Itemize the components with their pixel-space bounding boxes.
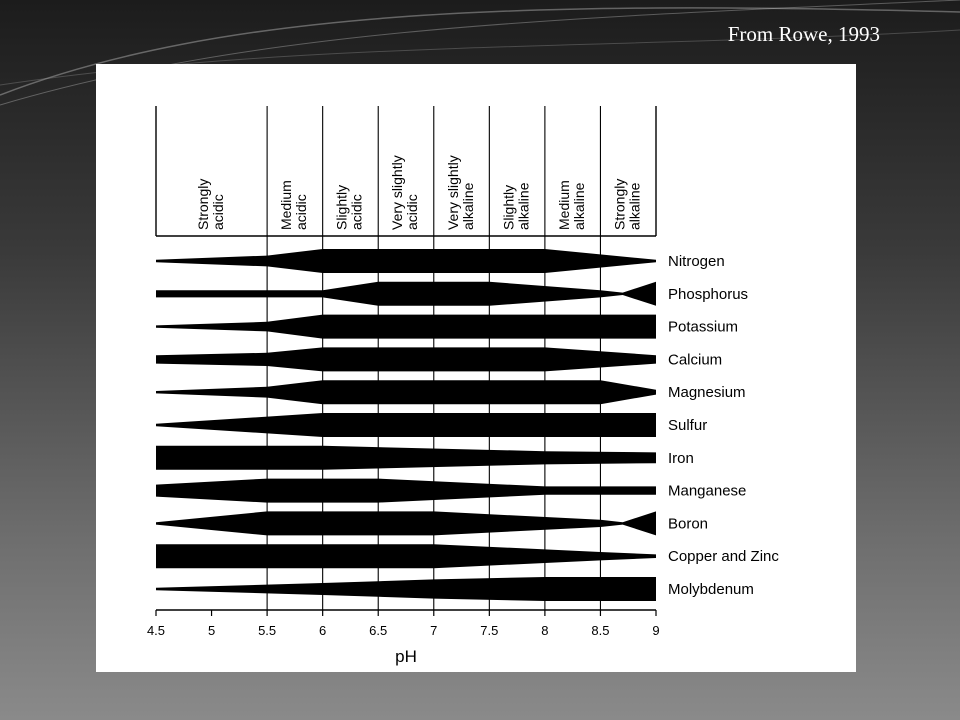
nutrient-label-molybdenum: Molybdenum bbox=[668, 581, 754, 598]
range-label-medium-alkaline-line-1: Medium bbox=[555, 180, 572, 230]
nutrient-label-magnesium: Magnesium bbox=[668, 384, 746, 402]
band-manganese bbox=[156, 479, 656, 503]
range-label-medium-acidic-line-2: acidic bbox=[293, 194, 310, 230]
range-label-very-slightly-acidic-line-2: acidic bbox=[404, 194, 421, 230]
range-label-strongly-acidic-line-1: Strongly bbox=[194, 178, 211, 230]
range-label-very-slightly-alkaline-line-1: Very slightly bbox=[444, 155, 461, 230]
range-label-strongly-acidic-line-2: acidic bbox=[209, 194, 226, 230]
band-magnesium bbox=[156, 380, 656, 404]
nutrient-label-manganese: Manganese bbox=[668, 482, 747, 500]
range-label-medium-alkaline-line-2: alkaline bbox=[570, 182, 587, 230]
range-label-strongly-alkaline-line-1: Strongly bbox=[611, 178, 628, 230]
nutrient-label-boron: Boron bbox=[668, 515, 709, 533]
band-iron bbox=[156, 446, 656, 470]
band-sulfur bbox=[156, 413, 656, 437]
x-tick-label-6-5: 6.5 bbox=[369, 623, 388, 638]
band-boron bbox=[156, 511, 656, 535]
x-tick-label-4-5: 4.5 bbox=[146, 623, 166, 638]
nutrient-label-phosphorus: Phosphorus bbox=[668, 285, 749, 303]
band-calcium bbox=[156, 347, 656, 371]
x-tick-label-9: 9 bbox=[652, 623, 660, 638]
x-tick-label-6: 6 bbox=[319, 623, 327, 638]
nutrient-label-calcium: Calcium bbox=[668, 351, 723, 369]
band-potassium bbox=[156, 315, 656, 339]
range-label-strongly-alkaline-line-2: alkaline bbox=[626, 182, 643, 230]
x-tick-label-5-5: 5.5 bbox=[258, 623, 277, 638]
range-label-slightly-acidic-line-1: Slightly bbox=[333, 184, 350, 230]
range-label-slightly-alkaline-line-1: Slightly bbox=[500, 184, 517, 230]
nutrient-label-potassium: Potassium bbox=[668, 318, 739, 336]
nutrient-label-copper-and-zinc: Copper and Zinc bbox=[668, 548, 779, 566]
nutrient-label-sulfur: Sulfur bbox=[668, 417, 708, 434]
x-tick-label-7-5: 7.5 bbox=[480, 623, 499, 638]
source-credit: From Rowe, 1993 bbox=[727, 22, 880, 46]
range-label-slightly-alkaline-line-2: alkaline bbox=[515, 182, 532, 230]
range-label-very-slightly-acidic-line-1: Very slightly bbox=[389, 155, 406, 230]
band-copper-and-zinc bbox=[156, 544, 656, 568]
band-molybdenum bbox=[156, 577, 656, 601]
nutrient-availability-chart bbox=[96, 64, 856, 672]
range-label-very-slightly-alkaline-line-2: alkaline bbox=[459, 182, 476, 230]
nutrient-label-nitrogen: Nitrogen bbox=[668, 253, 725, 270]
band-phosphorus bbox=[156, 282, 656, 306]
x-tick-label-8: 8 bbox=[541, 623, 549, 638]
range-label-slightly-acidic-line-2: acidic bbox=[348, 194, 365, 230]
x-tick-label-7: 7 bbox=[430, 623, 438, 638]
nutrient-label-iron: Iron bbox=[668, 449, 694, 467]
band-nitrogen bbox=[156, 249, 656, 273]
x-tick-label-8-5: 8.5 bbox=[591, 623, 610, 638]
chart-svg bbox=[96, 64, 856, 672]
x-tick-label-5: 5 bbox=[207, 623, 216, 638]
range-label-medium-acidic-line-1: Medium bbox=[278, 180, 295, 230]
x-axis-label: pH bbox=[395, 647, 417, 666]
